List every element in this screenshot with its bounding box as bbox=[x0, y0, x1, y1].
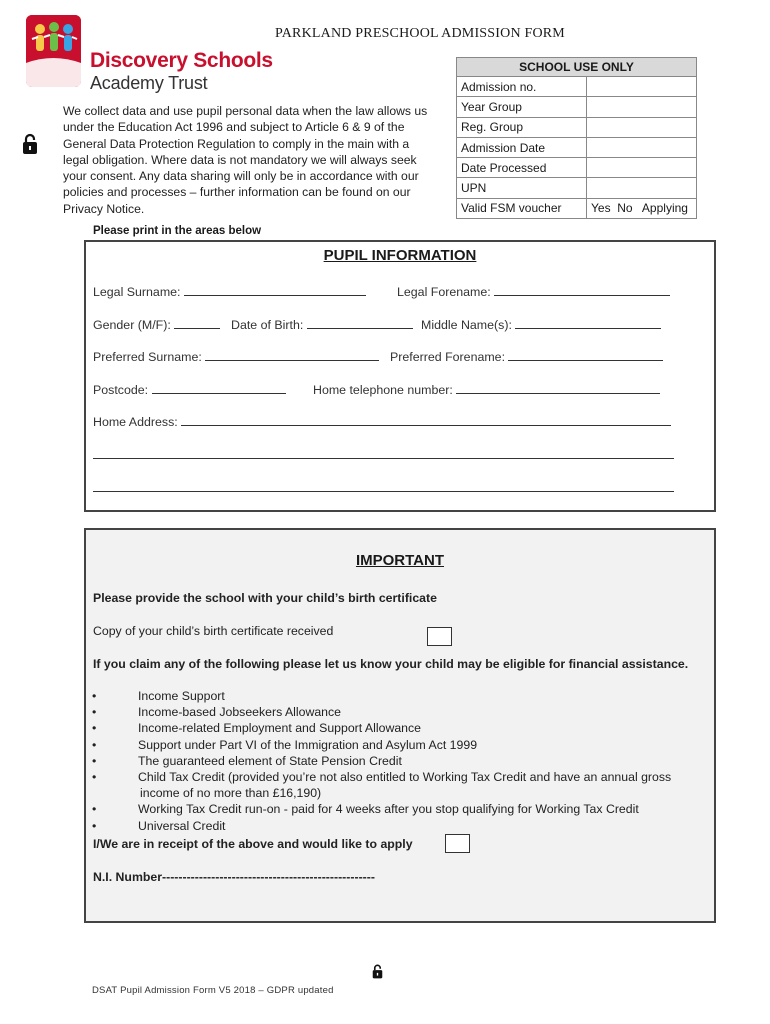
field-label: Preferred Forename: bbox=[390, 350, 506, 364]
list-item: • Child Tax Credit (provided you’re not also entitled to Working Tax Credit and have an annual gross bbox=[92, 770, 672, 785]
home-address-input-3[interactable] bbox=[93, 480, 674, 492]
table-label: Valid FSM voucher bbox=[457, 198, 587, 218]
pupil-information-section bbox=[84, 240, 716, 512]
privacy-notice: We collect data and use pupil personal data when the law allows us under the Education Act 1996 and subject to Article 6 & 9 of the General Data Protection Regulation to comply in the main with a legal obligation. Where data is not mandatory we will always seek your consent. Any data sharing will only be in accordance with our policies and processes – further information can be found on our Privacy Notice. bbox=[63, 104, 428, 216]
benefits-list bbox=[90, 688, 671, 834]
section-heading: IMPORTANT bbox=[355, 552, 445, 569]
admission-date-field[interactable] bbox=[587, 137, 697, 157]
school-use-title: SCHOOL USE ONLY bbox=[457, 58, 697, 77]
birth-cert-received-label: Copy of your child’s birth certificate received bbox=[93, 624, 334, 638]
form-title: PARKLAND PRESCHOOL ADMISSION FORM bbox=[275, 26, 565, 41]
list-item: • Income Support bbox=[92, 689, 225, 703]
home-phone-row bbox=[313, 382, 660, 397]
list-item: • Support under Part VI of the Immigration and Asylum Act 1999 bbox=[92, 737, 478, 752]
financial-note: If you claim any of the following please let us know your child may be eligible for financial assistance. bbox=[93, 657, 689, 671]
padlock-icon bbox=[22, 133, 38, 160]
bullet-icon: • bbox=[92, 802, 97, 817]
bullet-icon: • bbox=[92, 753, 97, 768]
preferred-surname-row bbox=[93, 349, 379, 364]
legal-surname-row bbox=[93, 284, 366, 299]
birth-cert-checkbox[interactable] bbox=[427, 627, 452, 646]
logo-title: Discovery Schools bbox=[90, 49, 273, 72]
field-label: Preferred Surname: bbox=[93, 350, 202, 364]
legal-forename-input[interactable] bbox=[494, 284, 670, 296]
padlock-icon bbox=[372, 964, 383, 984]
reg-group-field[interactable] bbox=[587, 117, 697, 137]
middle-names-input[interactable] bbox=[515, 317, 661, 329]
year-group-field[interactable] bbox=[587, 97, 697, 117]
apply-checkbox[interactable] bbox=[445, 834, 470, 853]
postcode-row bbox=[93, 382, 286, 397]
birth-cert-request: Please provide the school with your child’s birth certificate bbox=[93, 591, 437, 605]
bullet-icon: • bbox=[92, 721, 97, 736]
dob-row bbox=[231, 317, 413, 332]
bullet-icon: • bbox=[92, 818, 97, 833]
admission-no-field[interactable] bbox=[587, 77, 697, 97]
preferred-forename-row bbox=[390, 349, 663, 364]
section-heading: PUPIL INFORMATION bbox=[323, 247, 477, 264]
table-label: Admission no. bbox=[457, 77, 587, 97]
dob-input[interactable] bbox=[307, 317, 413, 329]
gender-input[interactable] bbox=[174, 317, 220, 329]
table-label: UPN bbox=[457, 178, 587, 198]
postcode-input[interactable] bbox=[152, 382, 286, 394]
home-phone-input[interactable] bbox=[456, 382, 660, 394]
home-address-row bbox=[93, 414, 671, 429]
table-label: Reg. Group bbox=[457, 117, 587, 137]
fsm-voucher-options[interactable]: Yes No Applying bbox=[587, 198, 697, 218]
gender-row bbox=[93, 317, 220, 332]
logo-subtitle: Academy Trust bbox=[90, 73, 208, 93]
field-label: Gender (M/F): bbox=[93, 318, 171, 332]
field-label: Date of Birth: bbox=[231, 318, 304, 332]
list-item: • The guaranteed element of State Pension Credit bbox=[92, 753, 402, 768]
school-use-table bbox=[456, 57, 697, 219]
bullet-icon: • bbox=[92, 770, 97, 785]
upn-field[interactable] bbox=[587, 178, 697, 198]
preferred-forename-input[interactable] bbox=[508, 349, 663, 361]
home-address-line-3 bbox=[93, 480, 674, 495]
table-label: Admission Date bbox=[457, 137, 587, 157]
list-item-continued: income of no more than £16,190) bbox=[140, 786, 322, 801]
bullet-icon: • bbox=[92, 689, 97, 703]
legal-forename-row bbox=[397, 284, 670, 299]
field-label: Middle Name(s): bbox=[421, 318, 512, 332]
bullet-icon: • bbox=[92, 705, 97, 720]
date-processed-field[interactable] bbox=[587, 158, 697, 178]
table-label: Date Processed bbox=[457, 158, 587, 178]
field-label: Home telephone number: bbox=[313, 383, 453, 397]
preferred-surname-input[interactable] bbox=[205, 349, 379, 361]
home-address-input-2[interactable] bbox=[93, 447, 674, 459]
field-label: Legal Forename: bbox=[397, 285, 491, 299]
footer-text: DSAT Pupil Admission Form V5 2018 – GDPR updated bbox=[92, 985, 334, 996]
middle-names-row bbox=[421, 317, 661, 332]
home-address-line-2 bbox=[93, 447, 674, 462]
print-note: Please print in the areas below bbox=[93, 225, 262, 237]
list-item: • Income-based Jobseekers Allowance bbox=[92, 705, 342, 720]
home-address-input[interactable] bbox=[181, 414, 671, 426]
ni-number-field[interactable]: N.I. Number---------------------------------------------------- bbox=[93, 870, 375, 884]
list-item: • Universal Credit bbox=[92, 818, 226, 833]
field-label: Legal Surname: bbox=[93, 285, 181, 299]
field-label: Home Address: bbox=[93, 415, 178, 429]
list-item: • Income-related Employment and Support Allowance bbox=[92, 721, 421, 736]
legal-surname-input[interactable] bbox=[184, 284, 366, 296]
table-label: Year Group bbox=[457, 97, 587, 117]
bullet-icon: • bbox=[92, 737, 97, 752]
list-item: • Working Tax Credit run-on - paid for 4 weeks after you stop qualifying for Working Tax Credit bbox=[92, 802, 639, 817]
field-label: Postcode: bbox=[93, 383, 149, 397]
apply-label: I/We are in receipt of the above and would like to apply bbox=[93, 837, 413, 851]
